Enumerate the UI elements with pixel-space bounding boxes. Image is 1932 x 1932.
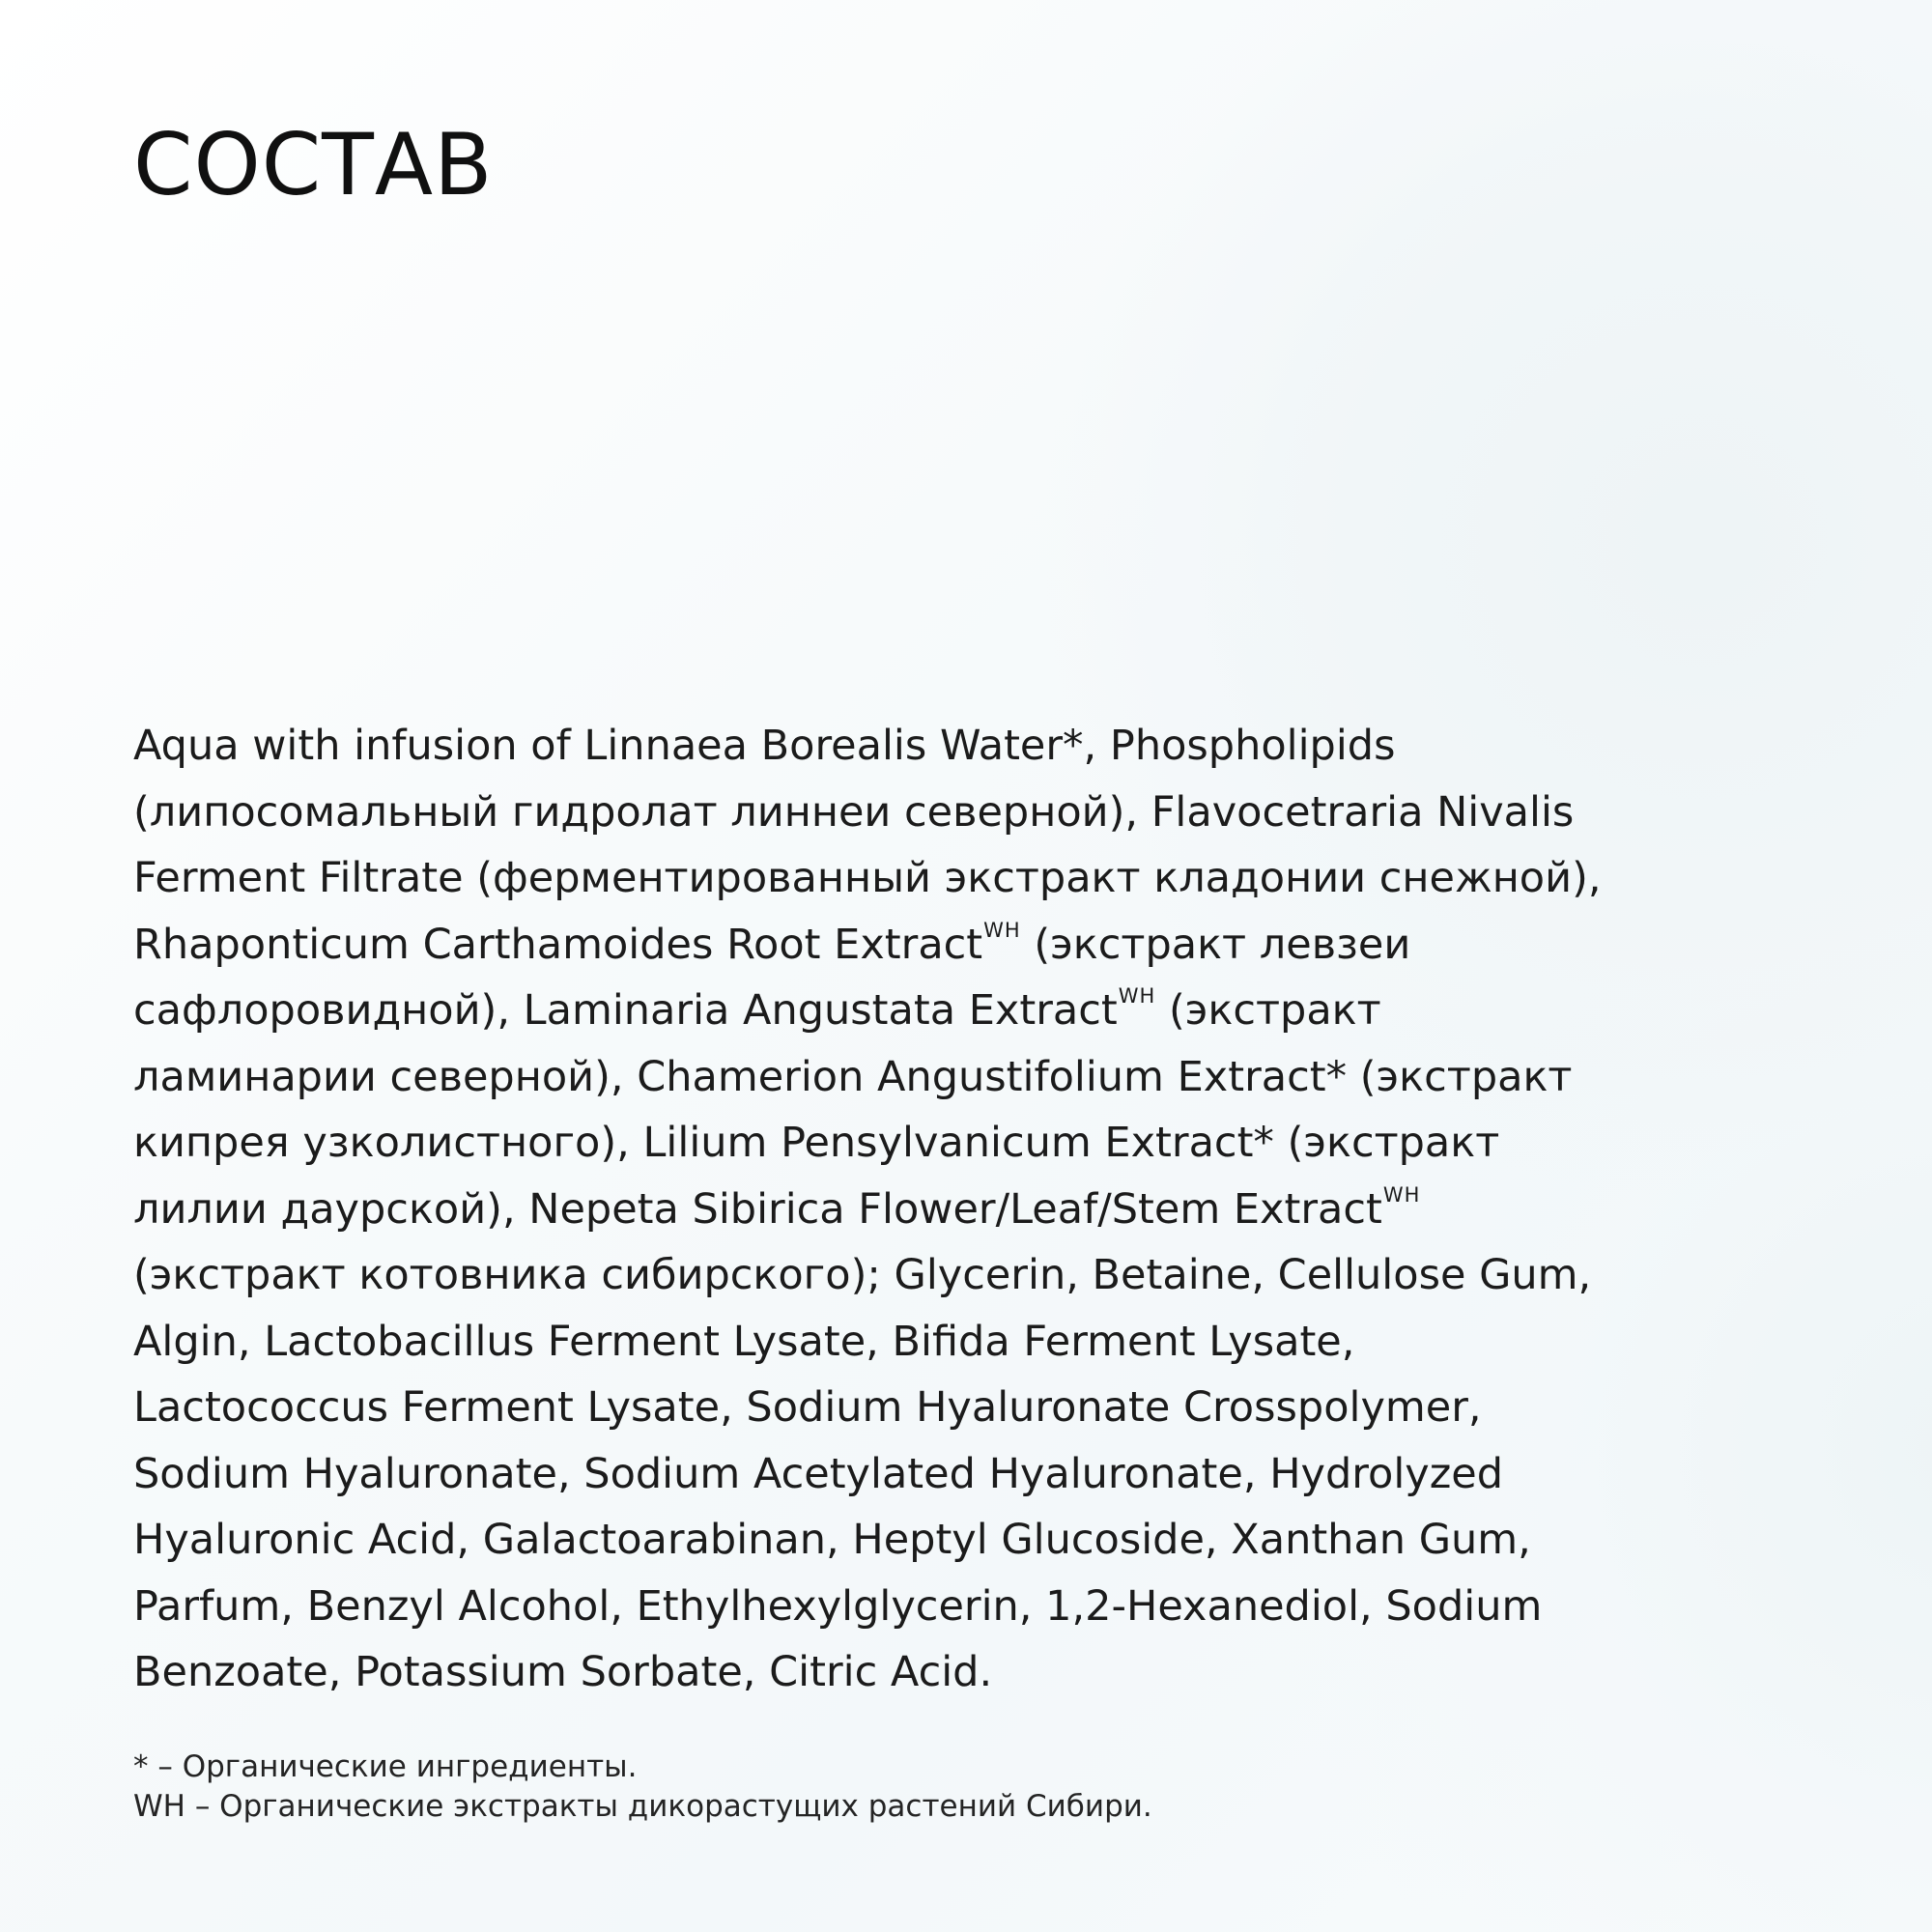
ingredients-line-text: Sodium Hyaluronate, Sodium Acetylated Hyaluronate, Hydrolyzed — [133, 1449, 1504, 1498]
ingredients-line-text: Hyaluronic Acid, Galactoarabinan, Heptyl Glucoside, Xanthan Gum, — [133, 1516, 1531, 1564]
ingredients-line-text: Rhaponticum Carthamoides Root Extract — [133, 920, 983, 969]
ingredients-line-text: кипрея узколистного), Lilium Pensylvanicum Extract* (экстракт — [133, 1119, 1500, 1167]
ingredients-line-text: Benzoate, Potassium Sorbate, Citric Acid. — [133, 1648, 993, 1696]
ingredients-line-text: Parfum, Benzyl Alcohol, Ethylhexylglycerin, 1,2-Hexanediol, Sodium — [133, 1581, 1543, 1631]
ingredients-line — [133, 978, 1833, 1044]
ingredients-line-text: (экстракт левзеи — [1034, 920, 1411, 969]
wh-superscript: WH — [1118, 984, 1156, 1008]
ingredients-line — [133, 1309, 1833, 1376]
ingredients-line — [133, 1574, 1833, 1640]
ingredients-line — [133, 1044, 1833, 1111]
ingredients-line-text: лилии даурской), Nepeta Sibirica Flower/Leaf/Stem Extract — [133, 1184, 1382, 1234]
ingredients-line-text: (липосомальный гидролат линнеи северной), Flavocetraria Nivalis — [133, 787, 1575, 837]
ingredients-line — [133, 1441, 1833, 1508]
ingredients-line — [133, 713, 1833, 780]
ingredients-line-text: (экстракт — [1169, 986, 1381, 1035]
footnotes — [133, 1747, 1152, 1827]
ingredients-list — [133, 713, 1833, 1706]
ingredients-line — [133, 1507, 1833, 1574]
ingredients-line-text: ламинарии северной), Chamerion Angustifolium Extract* (экстракт — [133, 1052, 1573, 1101]
ingredients-line — [133, 845, 1833, 912]
wh-superscript: WH — [1382, 1182, 1421, 1207]
ingredients-line-text: Algin, Lactobacillus Ferment Lysate, Bifida Ferment Lysate, — [133, 1317, 1355, 1366]
wh-superscript: WH — [983, 918, 1021, 942]
ingredients-line-text: (экстракт котовника сибирского); Glycerin, Betaine, Cellulose Gum, — [133, 1251, 1592, 1299]
organic-footnote: * – Органические ингредиенты. — [133, 1749, 638, 1784]
ingredients-line-text: сафлоровидной), Laminaria Angustata Extract — [133, 986, 1118, 1035]
ingredients-line — [133, 912, 1833, 979]
wh-footnote: WH – Органические экстракты дикорастущих растений Сибири. — [133, 1789, 1152, 1824]
ingredients-line-text: Ferment Filtrate (ферментированный экстракт кладонии снежной), — [133, 854, 1602, 902]
ingredients-line-text: Lactococcus Ferment Lysate, Sodium Hyaluronate Crosspolymer, — [133, 1383, 1482, 1432]
ingredients-line — [133, 1177, 1833, 1243]
ingredients-line — [133, 1639, 1833, 1706]
ingredients-line — [133, 780, 1833, 846]
ingredients-line — [133, 1110, 1833, 1177]
ingredients-line — [133, 1375, 1833, 1441]
page-title: СОСТАВ — [133, 115, 494, 214]
ingredients-line-text: Aqua with infusion of Linnaea Borealis Water*, Phospholipids — [133, 722, 1396, 770]
ingredients-line — [133, 1242, 1833, 1309]
